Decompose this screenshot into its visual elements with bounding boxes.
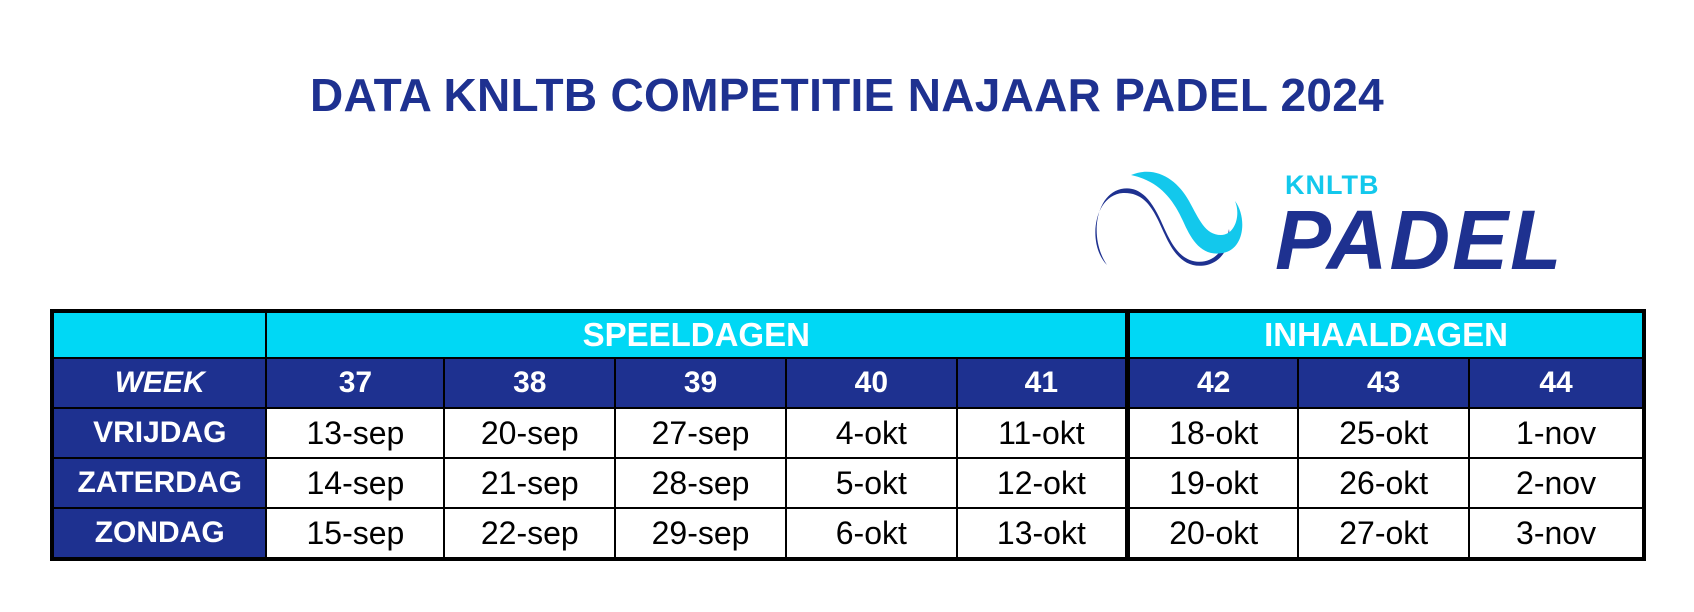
page-title: DATA KNLTB COMPETITIE NAJAAR PADEL 2024 <box>309 69 1385 121</box>
week-number: 41 <box>957 358 1128 408</box>
date-cell: 25-okt <box>1298 408 1469 458</box>
logo-padel-text: PADEL <box>1275 193 1564 287</box>
day-row-zaterdag <box>52 458 1644 508</box>
day-label: VRIJDAG <box>52 408 266 458</box>
group-header-row <box>52 311 1644 358</box>
date-cell: 13-sep <box>266 408 444 458</box>
date-cell: 20-sep <box>444 408 615 458</box>
date-cell: 18-okt <box>1128 408 1299 458</box>
week-label: WEEK <box>52 358 266 408</box>
date-cell: 19-okt <box>1128 458 1299 508</box>
day-label: ZONDAG <box>52 508 266 559</box>
date-cell: 27-okt <box>1298 508 1469 559</box>
date-cell: 29-sep <box>615 508 786 559</box>
date-cell: 26-okt <box>1298 458 1469 508</box>
date-cell: 15-sep <box>266 508 444 559</box>
week-number: 40 <box>786 358 957 408</box>
date-cell: 5-okt <box>786 458 957 508</box>
date-cell: 1-nov <box>1469 408 1644 458</box>
corner-cell <box>52 311 266 358</box>
day-row-zondag <box>52 508 1644 559</box>
schedule-table <box>50 309 1646 561</box>
date-cell: 22-sep <box>444 508 615 559</box>
wave-icon <box>1085 165 1260 285</box>
date-cell: 3-nov <box>1469 508 1644 559</box>
date-cell: 12-okt <box>957 458 1128 508</box>
week-header-row <box>52 358 1644 408</box>
date-cell: 28-sep <box>615 458 786 508</box>
date-cell: 6-okt <box>786 508 957 559</box>
day-label: ZATERDAG <box>52 458 266 508</box>
group-speeldagen: SPEELDAGEN <box>266 311 1127 358</box>
date-cell: 4-okt <box>786 408 957 458</box>
date-cell: 14-sep <box>266 458 444 508</box>
date-cell: 21-sep <box>444 458 615 508</box>
group-inhaaldagen: INHAALDAGEN <box>1128 311 1644 358</box>
week-number: 39 <box>615 358 786 408</box>
date-cell: 13-okt <box>957 508 1128 559</box>
week-number: 38 <box>444 358 615 408</box>
date-cell: 27-sep <box>615 408 786 458</box>
week-number: 43 <box>1298 358 1469 408</box>
knltb-padel-logo <box>1085 165 1565 285</box>
week-number: 37 <box>266 358 444 408</box>
date-cell: 2-nov <box>1469 458 1644 508</box>
logo-knltb-text: KNLTB <box>1285 170 1380 200</box>
day-row-vrijdag <box>52 408 1644 458</box>
week-number: 42 <box>1128 358 1299 408</box>
week-number: 44 <box>1469 358 1644 408</box>
date-cell: 20-okt <box>1128 508 1299 559</box>
date-cell: 11-okt <box>957 408 1128 458</box>
